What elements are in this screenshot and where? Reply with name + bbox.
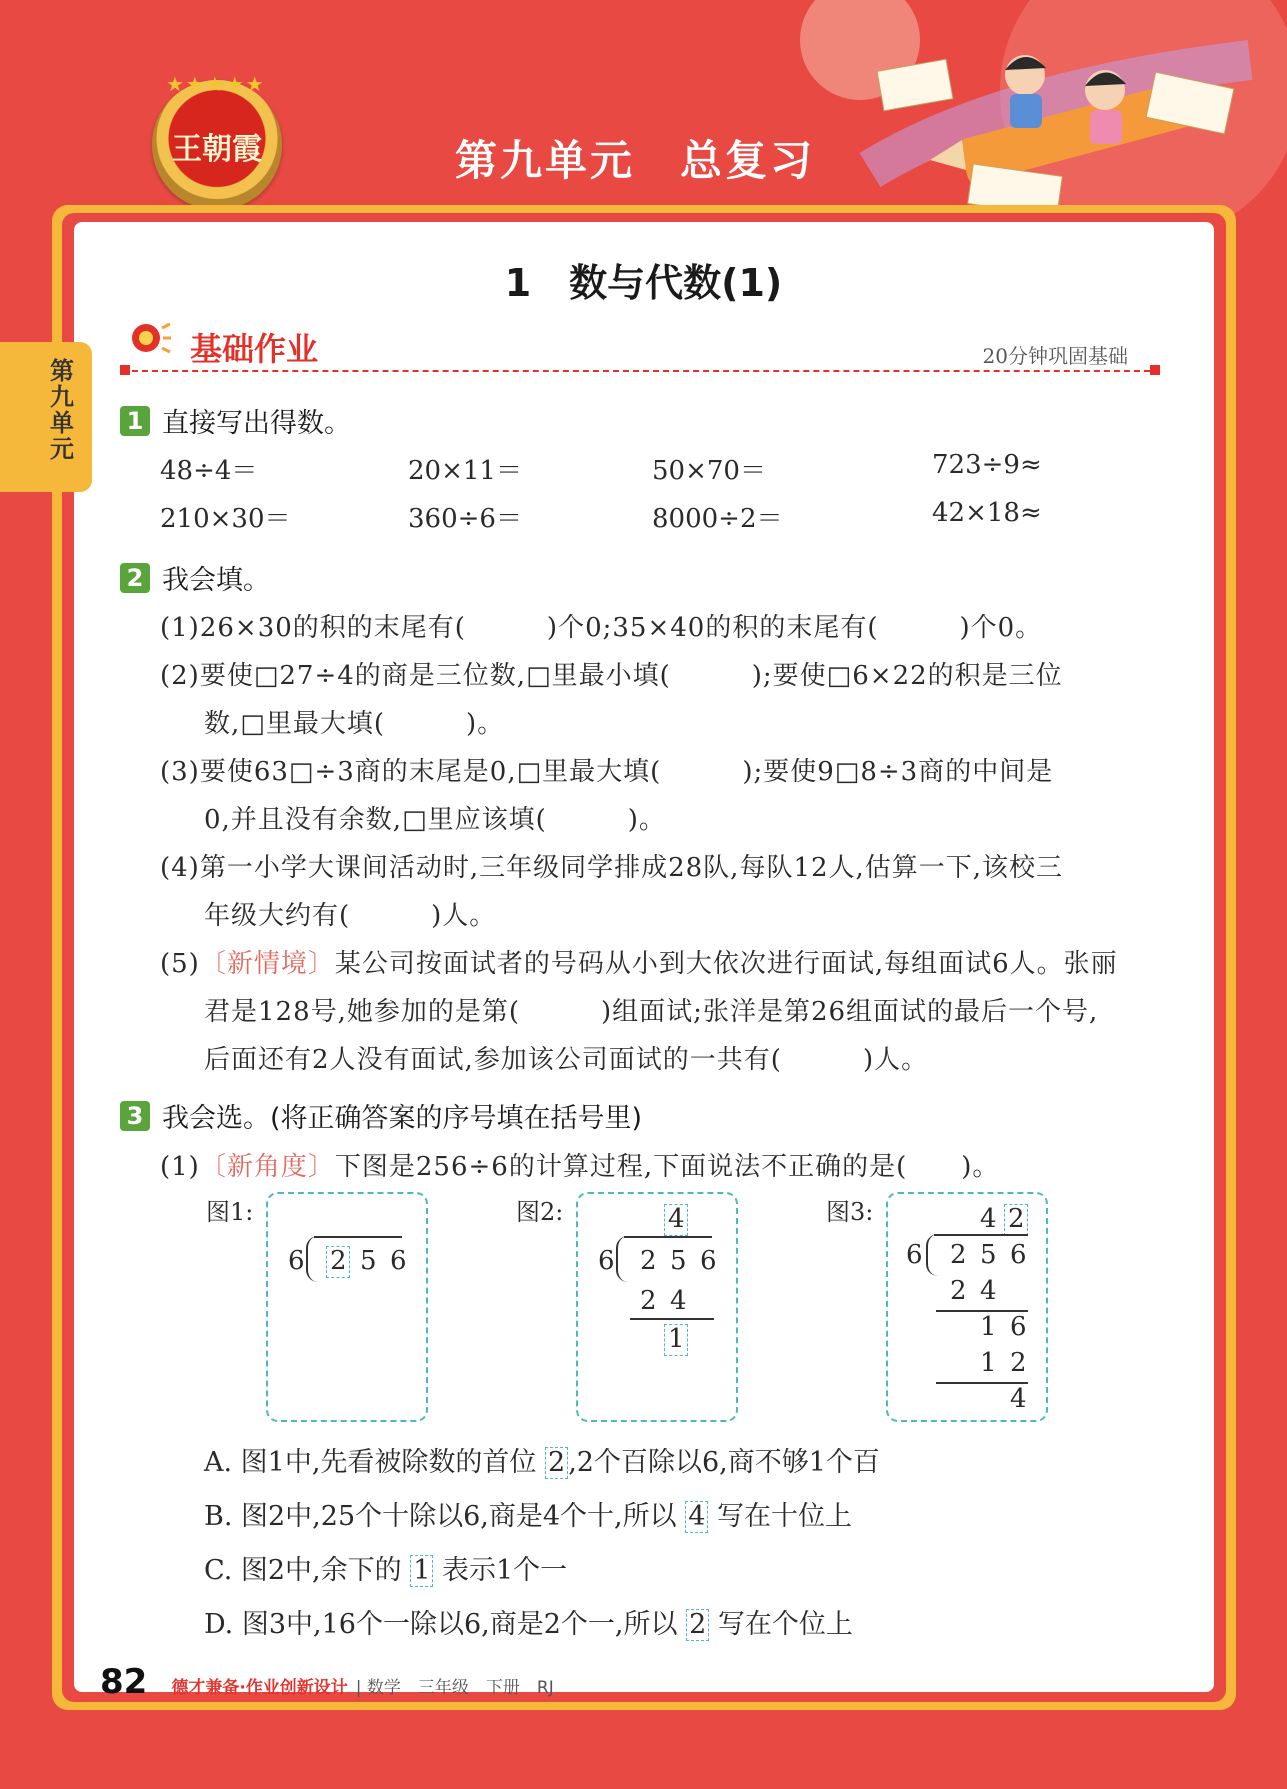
fig2-subtract-line [630, 1318, 714, 1320]
q2-q5-prefix: (5) [160, 949, 200, 979]
fig2-quotient: 4 [668, 1204, 685, 1234]
fig1-dividend-digit: 2 [330, 1246, 347, 1276]
new-situation-tag: 〔新情境〕 [199, 949, 335, 979]
fig1-box [266, 1192, 428, 1422]
q2-line: 年级大约有( )人。 [204, 901, 497, 931]
unit-side-tab [0, 342, 92, 492]
fig3-dividend-digit: 6 [1010, 1240, 1027, 1270]
book-info: | 数学 三年级 下册 RJ [355, 1678, 554, 1698]
q2-line: 君是128号,她参加的是第( )组面试;张洋是第26组面试的最后一个号, [204, 997, 1099, 1027]
fig1-dividend-digit: 6 [390, 1246, 407, 1276]
fig2-dividend-digit: 2 [640, 1246, 657, 1276]
option-b-boxed-digit: 4 [685, 1501, 708, 1533]
q1-header [120, 401, 351, 440]
fig1-division-bar [314, 1236, 402, 1238]
divider-end-right [1150, 365, 1160, 375]
fig1-label: 图1: [206, 1198, 254, 1226]
option-d-text: D. 图3中,16个一除以6,商是2个一,所以 [204, 1609, 687, 1640]
fig3-dividend-digit: 2 [950, 1240, 967, 1270]
q1-item: 50×70＝ [652, 456, 766, 486]
option-b[interactable] [204, 1494, 852, 1533]
q2-line: 0,并且没有余数,□里应该填( )。 [204, 805, 666, 835]
q1-number-badge: 1 [120, 406, 150, 436]
fig1-dividend-digit: 5 [360, 1246, 377, 1276]
q2-line: (3)要使63□÷3商的末尾是0,□里最大填( );要使9□8÷3商的中间是 [160, 757, 1054, 787]
fig3-bring-down-digit: 6 [1010, 1312, 1027, 1342]
section-time-note: 20分钟巩固基础 [982, 344, 1128, 368]
fig2-product-digit: 4 [670, 1286, 687, 1316]
option-d-boxed-digit: 2 [686, 1609, 709, 1641]
q3-q1-text: 下图是256÷6的计算过程,下面说法不正确的是( )。 [334, 1152, 1000, 1182]
book-series-title: 德才兼备·作业创新设计 [171, 1678, 348, 1698]
q2-header [120, 558, 270, 597]
fig2-box [576, 1192, 738, 1422]
q1-item: 210×30＝ [160, 504, 291, 534]
fig3-bring-down-digit: 1 [980, 1312, 997, 1342]
option-b-text: B. 图2中,25个十除以6,商是4个十,所以 [204, 1501, 686, 1532]
option-b-text-end: 写在十位上 [708, 1501, 853, 1532]
fig3-quotient-digit: 4 [980, 1204, 997, 1234]
q2-q5-line [160, 943, 1118, 980]
page-footer [100, 1662, 554, 1702]
q2-line: 后面还有2人没有面试,参加该公司面试的一共有( )人。 [204, 1045, 929, 1075]
new-angle-tag: 〔新角度〕 [199, 1152, 335, 1182]
kids-on-pencil-illustration [850, 20, 1260, 215]
option-c-text-end: 表示1个一 [433, 1555, 568, 1586]
q1-item: 20×11＝ [408, 456, 522, 486]
fig2-product-digit: 2 [640, 1286, 657, 1316]
q1-item: 8000÷2＝ [652, 504, 783, 534]
option-c[interactable] [204, 1548, 567, 1587]
fig2-division-bracket [616, 1236, 628, 1282]
logo-stars: ★★★★★ [166, 72, 266, 96]
section-header [120, 318, 1160, 378]
q2-line: (2)要使□27÷4的商是三位数,□里最小填( );要使□6×22的积是三位 [160, 661, 1063, 691]
fig3-divisor: 6 [906, 1240, 923, 1270]
fig2-division-bar [624, 1236, 712, 1238]
option-a[interactable] [204, 1440, 880, 1479]
lesson-title: 1 数与代数(1) [504, 261, 783, 305]
section-divider [122, 370, 1160, 372]
option-d[interactable] [204, 1602, 853, 1641]
fig2-dividend-digit: 6 [700, 1246, 717, 1276]
q2-q5-text: 某公司按面试者的号码从小到大依次进行面试,每组面试6人。张丽 [334, 949, 1118, 979]
fig2-label: 图2: [516, 1198, 564, 1226]
divider-end-left [120, 365, 130, 375]
q1-item: 723÷9≈ [932, 450, 1042, 480]
q1-item: 360÷6＝ [408, 504, 522, 534]
q3-q1-prefix: (1) [160, 1152, 200, 1182]
option-a-text-end: ,2个百除以6,商不够1个百 [568, 1447, 880, 1478]
fig2-divisor: 6 [598, 1246, 615, 1276]
q3-title: 我会选。(将正确答案的序号填在括号里) [162, 1103, 643, 1134]
q2-number-badge: 2 [120, 563, 150, 593]
fig1-divisor: 6 [288, 1246, 305, 1276]
brand-logo [152, 72, 282, 210]
fig3-product1-digit: 4 [980, 1276, 997, 1306]
trumpet-icon [128, 318, 172, 362]
q3-number-badge: 3 [120, 1101, 150, 1131]
option-a-boxed-digit: 2 [545, 1447, 568, 1479]
option-d-text-end: 写在个位上 [709, 1609, 853, 1640]
q1-item: 42×18≈ [932, 498, 1042, 528]
q2-line: 数,□里最大填( )。 [204, 709, 505, 739]
section-label: 基础作业 [190, 330, 319, 368]
fig3-quotient-digit: 2 [1008, 1204, 1025, 1234]
q1-title: 直接写出得数。 [162, 408, 351, 439]
q1-item: 48÷4＝ [160, 456, 258, 486]
side-tab-label: 第九单元 [50, 357, 74, 463]
fig3-division-bar [934, 1234, 1028, 1236]
fig1-division-bracket [306, 1236, 318, 1282]
brand-name: 王朝霞 [172, 132, 262, 167]
option-c-boxed-digit: 1 [410, 1555, 433, 1587]
unit-title: 第九单元 总复习 [455, 136, 816, 185]
page-number: 82 [100, 1662, 148, 1702]
fig2-dividend-digit: 5 [670, 1246, 687, 1276]
fig3-division-bracket [926, 1234, 938, 1276]
fig3-product2-digit: 2 [1010, 1348, 1027, 1378]
fig3-label: 图3: [826, 1198, 874, 1226]
option-c-text: C. 图2中,余下的 [204, 1555, 411, 1586]
page-banner [0, 0, 1287, 230]
q2-line: (4)第一小学大课间活动时,三年级同学排成28队,每队12人,估算一下,该校三 [160, 853, 1064, 883]
q2-title: 我会填。 [162, 565, 270, 596]
fig3-product1-digit: 2 [950, 1276, 967, 1306]
q3-header [120, 1096, 642, 1135]
fig3-remainder: 4 [1010, 1384, 1027, 1414]
option-a-text: A. 图1中,先看被除数的首位 [204, 1447, 546, 1478]
fig3-dividend-digit: 5 [980, 1240, 997, 1270]
q3-q1-line [160, 1146, 999, 1183]
fig2-remainder: 1 [668, 1324, 685, 1354]
fig3-product2-digit: 1 [980, 1348, 997, 1378]
q2-line: (1)26×30的积的末尾有( )个0;35×40的积的末尾有( )个0。 [160, 613, 1043, 643]
